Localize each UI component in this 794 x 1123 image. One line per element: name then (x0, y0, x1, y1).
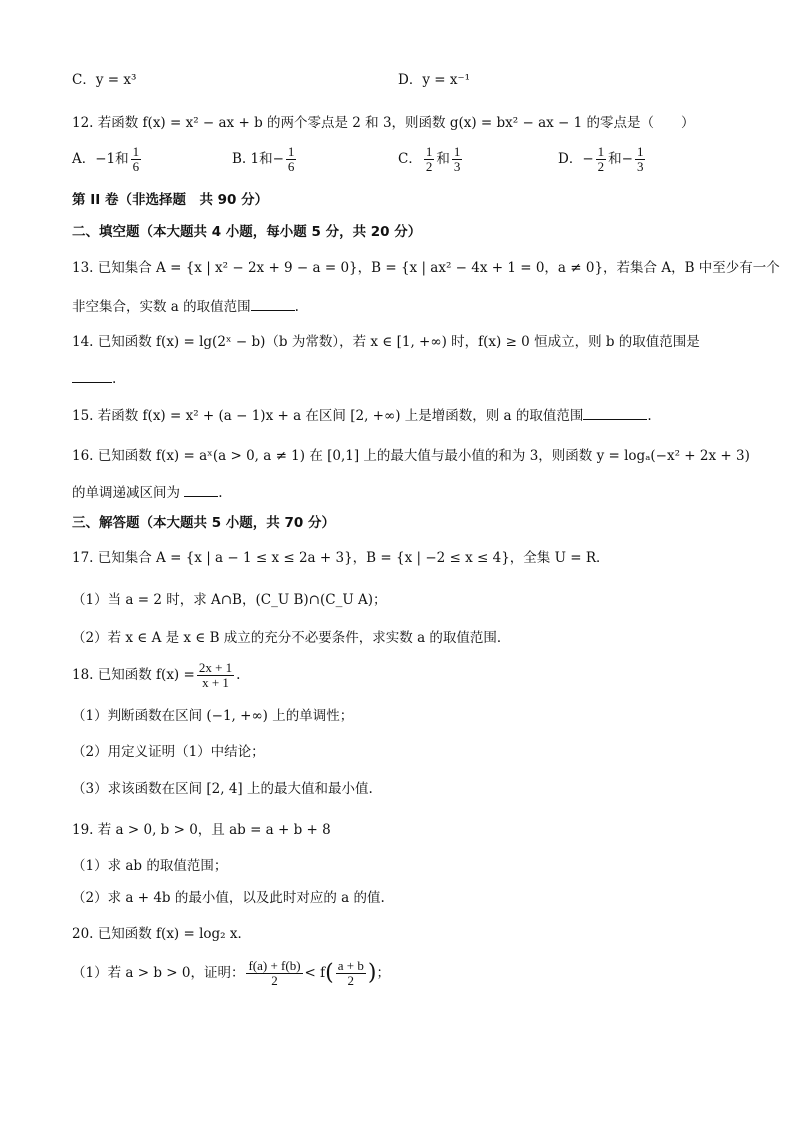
fill-in-heading: 二、填空题（本大题共 4 小题，每小题 5 分，共 20 分） (72, 224, 422, 240)
q18-stem: 18. 已知函数 f(x) = $\frac{2x + 1}{x + 1}$ . (72, 660, 241, 690)
q12-option-c: C． $\frac{1}{2}$ 和 $\frac{1}{3}$ (398, 144, 461, 174)
q15-line: 15. 若函数 f(x) = x² + (a − 1)x + a 在区间 [2, +∞) 上是增函数，则 a 的取值范围 . (72, 405, 734, 426)
q13-line2: 非空集合，实数 a 的取值范围 . (72, 296, 734, 317)
answer-blank (251, 296, 295, 311)
q17-part1: （1）当 a = 2 时，求 A∩B，(C_U B)∩(C_U A)； (72, 592, 387, 608)
q14-line1: 14. 已知函数 f(x) = lg(2ˣ − b)（b 为常数），若 x ∈ [1, +∞) 时，f(x) ≥ 0 恒成立，则 b 的取值范围是 (72, 334, 700, 350)
q16-line1: 16. 已知函数 f(x) = aˣ(a > 0, a ≠ 1) 在 [0,1] 上的最大值与最小值的和为 3，则函数 y = logₐ(−x² + 2x + 3) (72, 448, 750, 464)
q19-stem: 19. 若 a > 0, b > 0，且 ab = a + b + 8 (72, 822, 331, 838)
q14-line2: . (72, 368, 734, 389)
q17-stem: 17. 已知集合 A = {x | a − 1 ≤ x ≤ 2a + 3}，B = {x | −2 ≤ x ≤ 4}，全集 U = R． (72, 550, 610, 566)
solution-heading: 三、解答题（本大题共 5 小题，共 70 分） (72, 515, 335, 531)
q12-option-a: A．−1和 $\frac{1}{6}$ (72, 144, 140, 174)
answer-blank (583, 405, 647, 420)
q12-option-d: D．− $\frac{1}{2}$ 和− $\frac{1}{3}$ (558, 144, 644, 174)
q19-part1: （1）求 ab 的取值范围； (72, 858, 228, 874)
answer-blank (184, 482, 218, 497)
q18-part2: （2）用定义证明（1）中结论； (72, 744, 265, 760)
answer-blank (72, 368, 112, 383)
q16-line2: 的单调递减区间为 . (72, 482, 734, 503)
q20-stem: 20. 已知函数 f(x) = log₂ x． (72, 926, 251, 942)
q12-stem: 12. 若函数 f(x) = x² − ax + b 的两个零点是 2 和 3，则函数 g(x) = bx² − ax − 1 的零点是（ ） (72, 115, 695, 131)
q17-part2: （2）若 x ∈ A 是 x ∈ B 成立的充分不必要条件，求实数 a 的取值范围． (72, 630, 511, 646)
q11-option-d: D．y = x⁻¹ (398, 72, 470, 88)
q20-part1: （1）若 a > b > 0，证明： $\frac{f(a) + f(b)}{2}$ < f( $\frac{a + b}{2}$ )； (72, 958, 390, 988)
q18-part3: （3）求该函数在区间 [2, 4] 上的最大值和最小值. (72, 781, 373, 797)
q13-line1: 13. 已知集合 A = {x | x² − 2x + 9 − a = 0}，B = {x | ax² − 4x + 1 = 0，a ≠ 0}，若集合 A，B 中至少有一个 (72, 260, 780, 276)
q12-option-b: B. 1和− $\frac{1}{6}$ (232, 144, 295, 174)
section-ii-title: 第 II 卷（非选择题 共 90 分） (72, 192, 269, 208)
q11-option-c: C．y = x³ (72, 72, 137, 88)
q19-part2: （2）求 a + 4b 的最小值，以及此时对应的 a 的值. (72, 890, 385, 906)
q18-part1: （1）判断函数在区间 (−1, +∞) 上的单调性； (72, 708, 354, 724)
